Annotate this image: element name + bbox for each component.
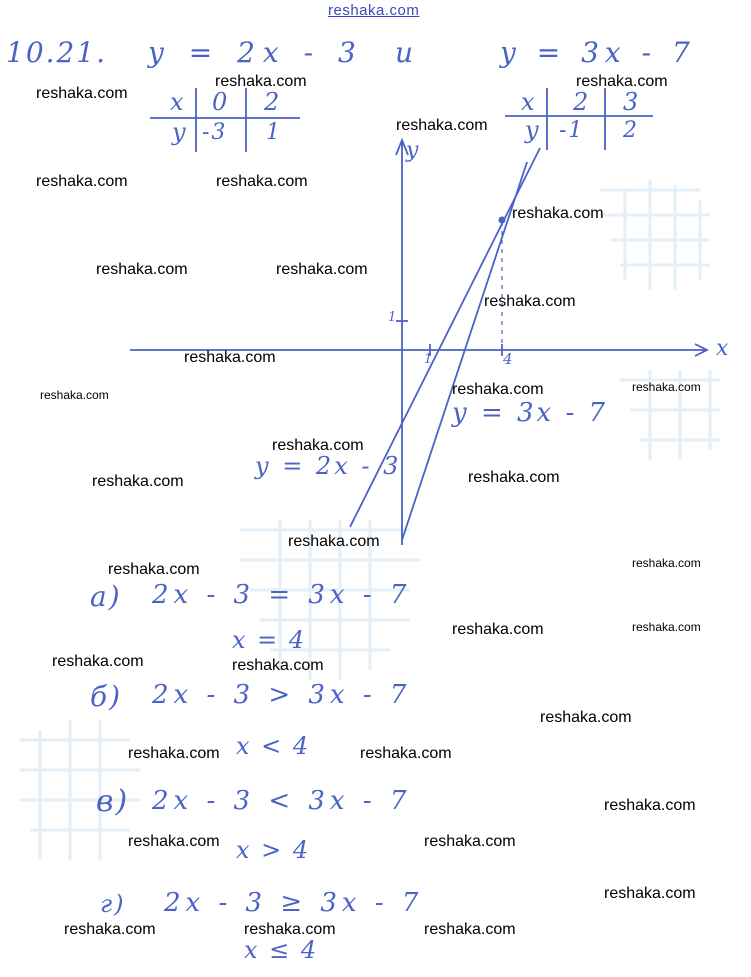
table-2-x-0: 2 [573, 88, 591, 116]
line-label-2x-3: y = 2x - 3 [255, 452, 402, 480]
problem-number: 10.21. [6, 36, 108, 69]
watermark: reshaka.com [468, 469, 560, 486]
answer-a-mark: а) [90, 580, 122, 613]
table-2-y-1: 2 [623, 118, 639, 143]
watermark: reshaka.com [288, 533, 380, 550]
watermark: reshaka.com [484, 293, 576, 310]
answer-a-expr: 2x - 3 = 3x - 7 [152, 580, 412, 610]
watermark: reshaka.com [512, 205, 604, 222]
table-2-x-1: 3 [623, 88, 641, 116]
watermark: reshaka.com [632, 556, 701, 570]
watermark: reshaka.com [424, 921, 516, 938]
tick-label-x-4: 4 [503, 350, 513, 368]
watermark: reshaka.com [360, 745, 452, 762]
answer-a-result: x = 4 [232, 626, 307, 654]
answer-b-expr: 2x - 3 > 3x - 7 [152, 680, 412, 710]
answer-v-result: x > 4 [236, 836, 311, 864]
watermark: reshaka.com [604, 797, 696, 814]
watermark: reshaka.com [216, 173, 308, 190]
answer-v-expr: 2x - 3 < 3x - 7 [152, 786, 412, 816]
tick-label-y-1: 1 [388, 310, 397, 325]
answer-g-expr: 2x - 3 ≥ 3x - 7 [164, 888, 424, 918]
watermark: reshaka.com [632, 380, 701, 394]
watermark: reshaka.com [128, 745, 220, 762]
answer-b-mark: б) [90, 680, 123, 713]
value-table-2 [505, 88, 655, 154]
conjunction: и [395, 36, 416, 69]
equation-1: y = 2x - 3 [148, 36, 364, 69]
watermark: reshaka.com [632, 620, 701, 634]
watermark: reshaka.com [215, 73, 307, 90]
watermark: reshaka.com [244, 921, 336, 938]
watermark: reshaka.com [232, 657, 324, 674]
x-axis-label: x [716, 336, 731, 361]
watermark: reshaka.com [108, 561, 200, 578]
watermark: reshaka.com [128, 833, 220, 850]
watermark: reshaka.com [604, 885, 696, 902]
table-1-x-0: 0 [212, 88, 230, 116]
table-1-y-label: y [172, 118, 188, 146]
table-2-x-label: x [521, 88, 537, 116]
answer-b-result: x < 4 [236, 732, 311, 760]
watermark: reshaka.com [40, 388, 109, 402]
watermark: reshaka.com [36, 85, 128, 102]
watermark: reshaka.com [272, 437, 364, 454]
watermark: reshaka.com [576, 73, 668, 90]
watermark: reshaka.com [184, 349, 276, 366]
table-1-x-1: 2 [264, 88, 282, 116]
watermark: reshaka.com [96, 261, 188, 278]
table-1-x-label: x [170, 88, 186, 116]
answer-g-mark: г) [100, 890, 126, 918]
equation-2: y = 3x - 7 [500, 36, 696, 69]
watermark: reshaka.com [36, 173, 128, 190]
watermark: reshaka.com [396, 117, 488, 134]
y-axis-label: y [406, 138, 421, 163]
watermark: reshaka.com [92, 473, 184, 490]
table-2-y-0: -1 [559, 118, 585, 143]
watermark: reshaka.com [452, 381, 544, 398]
table-1-y-0: -3 [202, 120, 228, 145]
watermark: reshaka.com [64, 921, 156, 938]
answer-v-mark: в) [96, 784, 130, 819]
tick-label-x-1: 1 [424, 352, 433, 367]
table-1-y-1: 1 [266, 120, 282, 145]
watermark: reshaka.com [276, 261, 368, 278]
table-2-y-label: y [525, 116, 541, 144]
watermark: reshaka.com [424, 833, 516, 850]
site-brand-link[interactable]: reshaka.com [328, 2, 420, 19]
watermark: reshaka.com [540, 709, 632, 726]
value-table-1 [150, 88, 300, 154]
line-label-3x-7: y = 3x - 7 [452, 398, 609, 428]
watermark: reshaka.com [52, 653, 144, 670]
watermark: reshaka.com [452, 621, 544, 638]
answer-g-result: x ≤ 4 [244, 936, 319, 964]
